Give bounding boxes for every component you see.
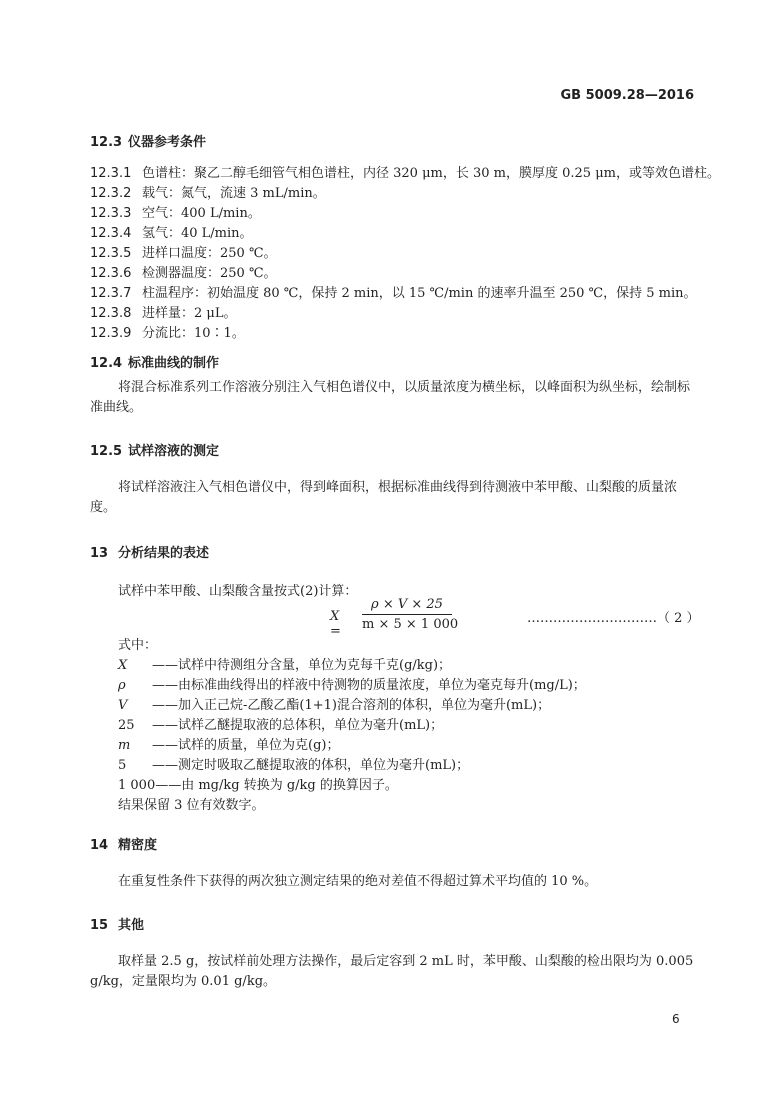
paragraph: 取样量 2.5 g，按试样前处理方法操作，最后定容到 2 mL 时，苯甲酸、山梨酸的检出限均为 0.005 g/kg，定量限均为 0.01 g/kg。 (90, 954, 694, 989)
section-number: 14 (90, 838, 109, 853)
clause-text: 色谱柱：聚乙二醇毛细管气相色谱柱，内径 320 μm，长 30 m，膜厚度 0.25 μm，或等效色谱柱。 (142, 166, 720, 181)
formula-lhs: X = (330, 609, 341, 639)
symbol: 1 000 (118, 778, 156, 793)
where-label: 式中： (118, 638, 158, 653)
formula-fraction (362, 597, 459, 632)
symbol-description: ——由标准曲线得出的样液中待测物的质量浓度，单位为毫克每升(mg/L)； (152, 678, 586, 693)
section-heading-12-3 (90, 131, 206, 150)
section-number: 12.3 (90, 135, 123, 150)
paragraph: 在重复性条件下获得的两次独立测定结果的绝对差值不得超过算术平均值的 10 %。 (118, 874, 598, 889)
clause-number: 12.3.9 (90, 326, 132, 341)
symbol-description: ——加入正己烷-乙酸乙酯(1+1)混合溶剂的体积，单位为毫升(mL)； (152, 698, 551, 713)
symbol-description: ——由 mg/kg 转换为 g/kg 的换算因子。 (155, 778, 398, 793)
clause-text: 进样口温度：250 ℃。 (142, 246, 277, 261)
clause-number: 12.3.7 (90, 286, 132, 301)
condition-row (90, 222, 253, 241)
clause-number: 12.3.4 (90, 226, 132, 241)
paragraph: 将混合标准系列工作溶液分别注入气相色谱仪中，以质量浓度为横坐标，以峰面积为纵坐标，绘制标准曲线。 (90, 380, 691, 415)
clause-text: 检测器温度：250 ℃。 (142, 266, 277, 281)
symbol-definition (118, 654, 451, 673)
symbol-description: ——试样的质量，单位为克(g)； (152, 738, 340, 753)
clause-number: 12.3.6 (90, 266, 132, 281)
condition-row (90, 242, 277, 261)
clause-number: 12.3.5 (90, 246, 132, 261)
section-title: 标准曲线的制作 (128, 356, 220, 371)
formula-numerator: ρ × V × 25 (362, 597, 452, 615)
section-title: 试样溶液的测定 (128, 444, 220, 459)
section-heading-13 (90, 542, 209, 561)
section-number: 15 (90, 918, 109, 933)
section-number: 12.4 (90, 356, 123, 371)
formula-denominator: m × 5 × 1 000 (362, 617, 459, 632)
section-title: 其他 (118, 918, 145, 933)
equation-number: …………………………（ 2 ） (527, 611, 700, 626)
clause-number: 12.3.1 (90, 166, 132, 181)
clause-text: 空气：400 L/min。 (142, 206, 261, 221)
standard-code-header: GB 5009.28—2016 (560, 88, 694, 103)
symbol: ρ (118, 678, 126, 693)
symbol-description: ——试样乙醚提取液的总体积，单位为毫升(mL)； (152, 718, 444, 733)
condition-row (90, 322, 245, 341)
section-title: 仪器参考条件 (128, 135, 207, 150)
symbol: X (118, 658, 128, 673)
section-heading-12-4 (90, 352, 219, 371)
symbol: V (118, 698, 128, 713)
section-number: 13 (90, 546, 109, 561)
clause-number: 12.3.2 (90, 186, 132, 201)
symbol-definition (118, 694, 550, 713)
symbol-description: ——测定时吸取乙醚提取液的体积，单位为毫升(mL)； (152, 758, 470, 773)
section-title: 分析结果的表述 (118, 546, 210, 561)
section-heading-12-5 (90, 440, 219, 459)
condition-row (90, 162, 720, 181)
symbol-definition (118, 734, 339, 753)
symbol: m (118, 738, 131, 753)
section-title: 精密度 (118, 838, 158, 853)
condition-row (90, 262, 277, 281)
condition-row (90, 302, 237, 321)
symbol: 25 (118, 718, 135, 733)
symbol-definition (118, 754, 469, 773)
section-number: 12.5 (90, 444, 123, 459)
symbol-definition (118, 674, 586, 693)
clause-text: 载气：氮气，流速 3 mL/min。 (142, 186, 326, 201)
clause-text: 分流比：10∶1。 (142, 326, 245, 341)
condition-row (90, 202, 261, 221)
clause-text: 氢气：40 L/min。 (142, 226, 253, 241)
symbol: 5 (118, 758, 127, 773)
symbol-definition (118, 774, 398, 793)
condition-row (90, 182, 326, 201)
paragraph: 将试样溶液注入气相色谱仪中，得到峰面积，根据标准曲线得到待测液中苯甲酸、山梨酸的质量浓度。 (90, 480, 678, 515)
clause-text: 进样量：2 μL。 (142, 306, 237, 321)
section-heading-15 (90, 914, 144, 933)
formula-intro: 试样中苯甲酸、山梨酸含量按式(2)计算： (118, 584, 358, 599)
section-heading-14 (90, 834, 157, 853)
clause-number: 12.3.8 (90, 306, 132, 321)
result-note: 结果保留 3 位有效数字。 (118, 798, 265, 813)
symbol-description: ——试样中待测组分含量，单位为克每千克(g/kg)； (152, 658, 452, 673)
page-number: 6 (672, 1012, 680, 1026)
clause-number: 12.3.3 (90, 206, 132, 221)
condition-row (90, 282, 696, 301)
clause-text: 柱温程序：初始温度 80 ℃，保持 2 min，以 15 ℃/min 的速率升温至 250 ℃，保持 5 min。 (142, 286, 697, 301)
symbol-definition (118, 714, 443, 733)
